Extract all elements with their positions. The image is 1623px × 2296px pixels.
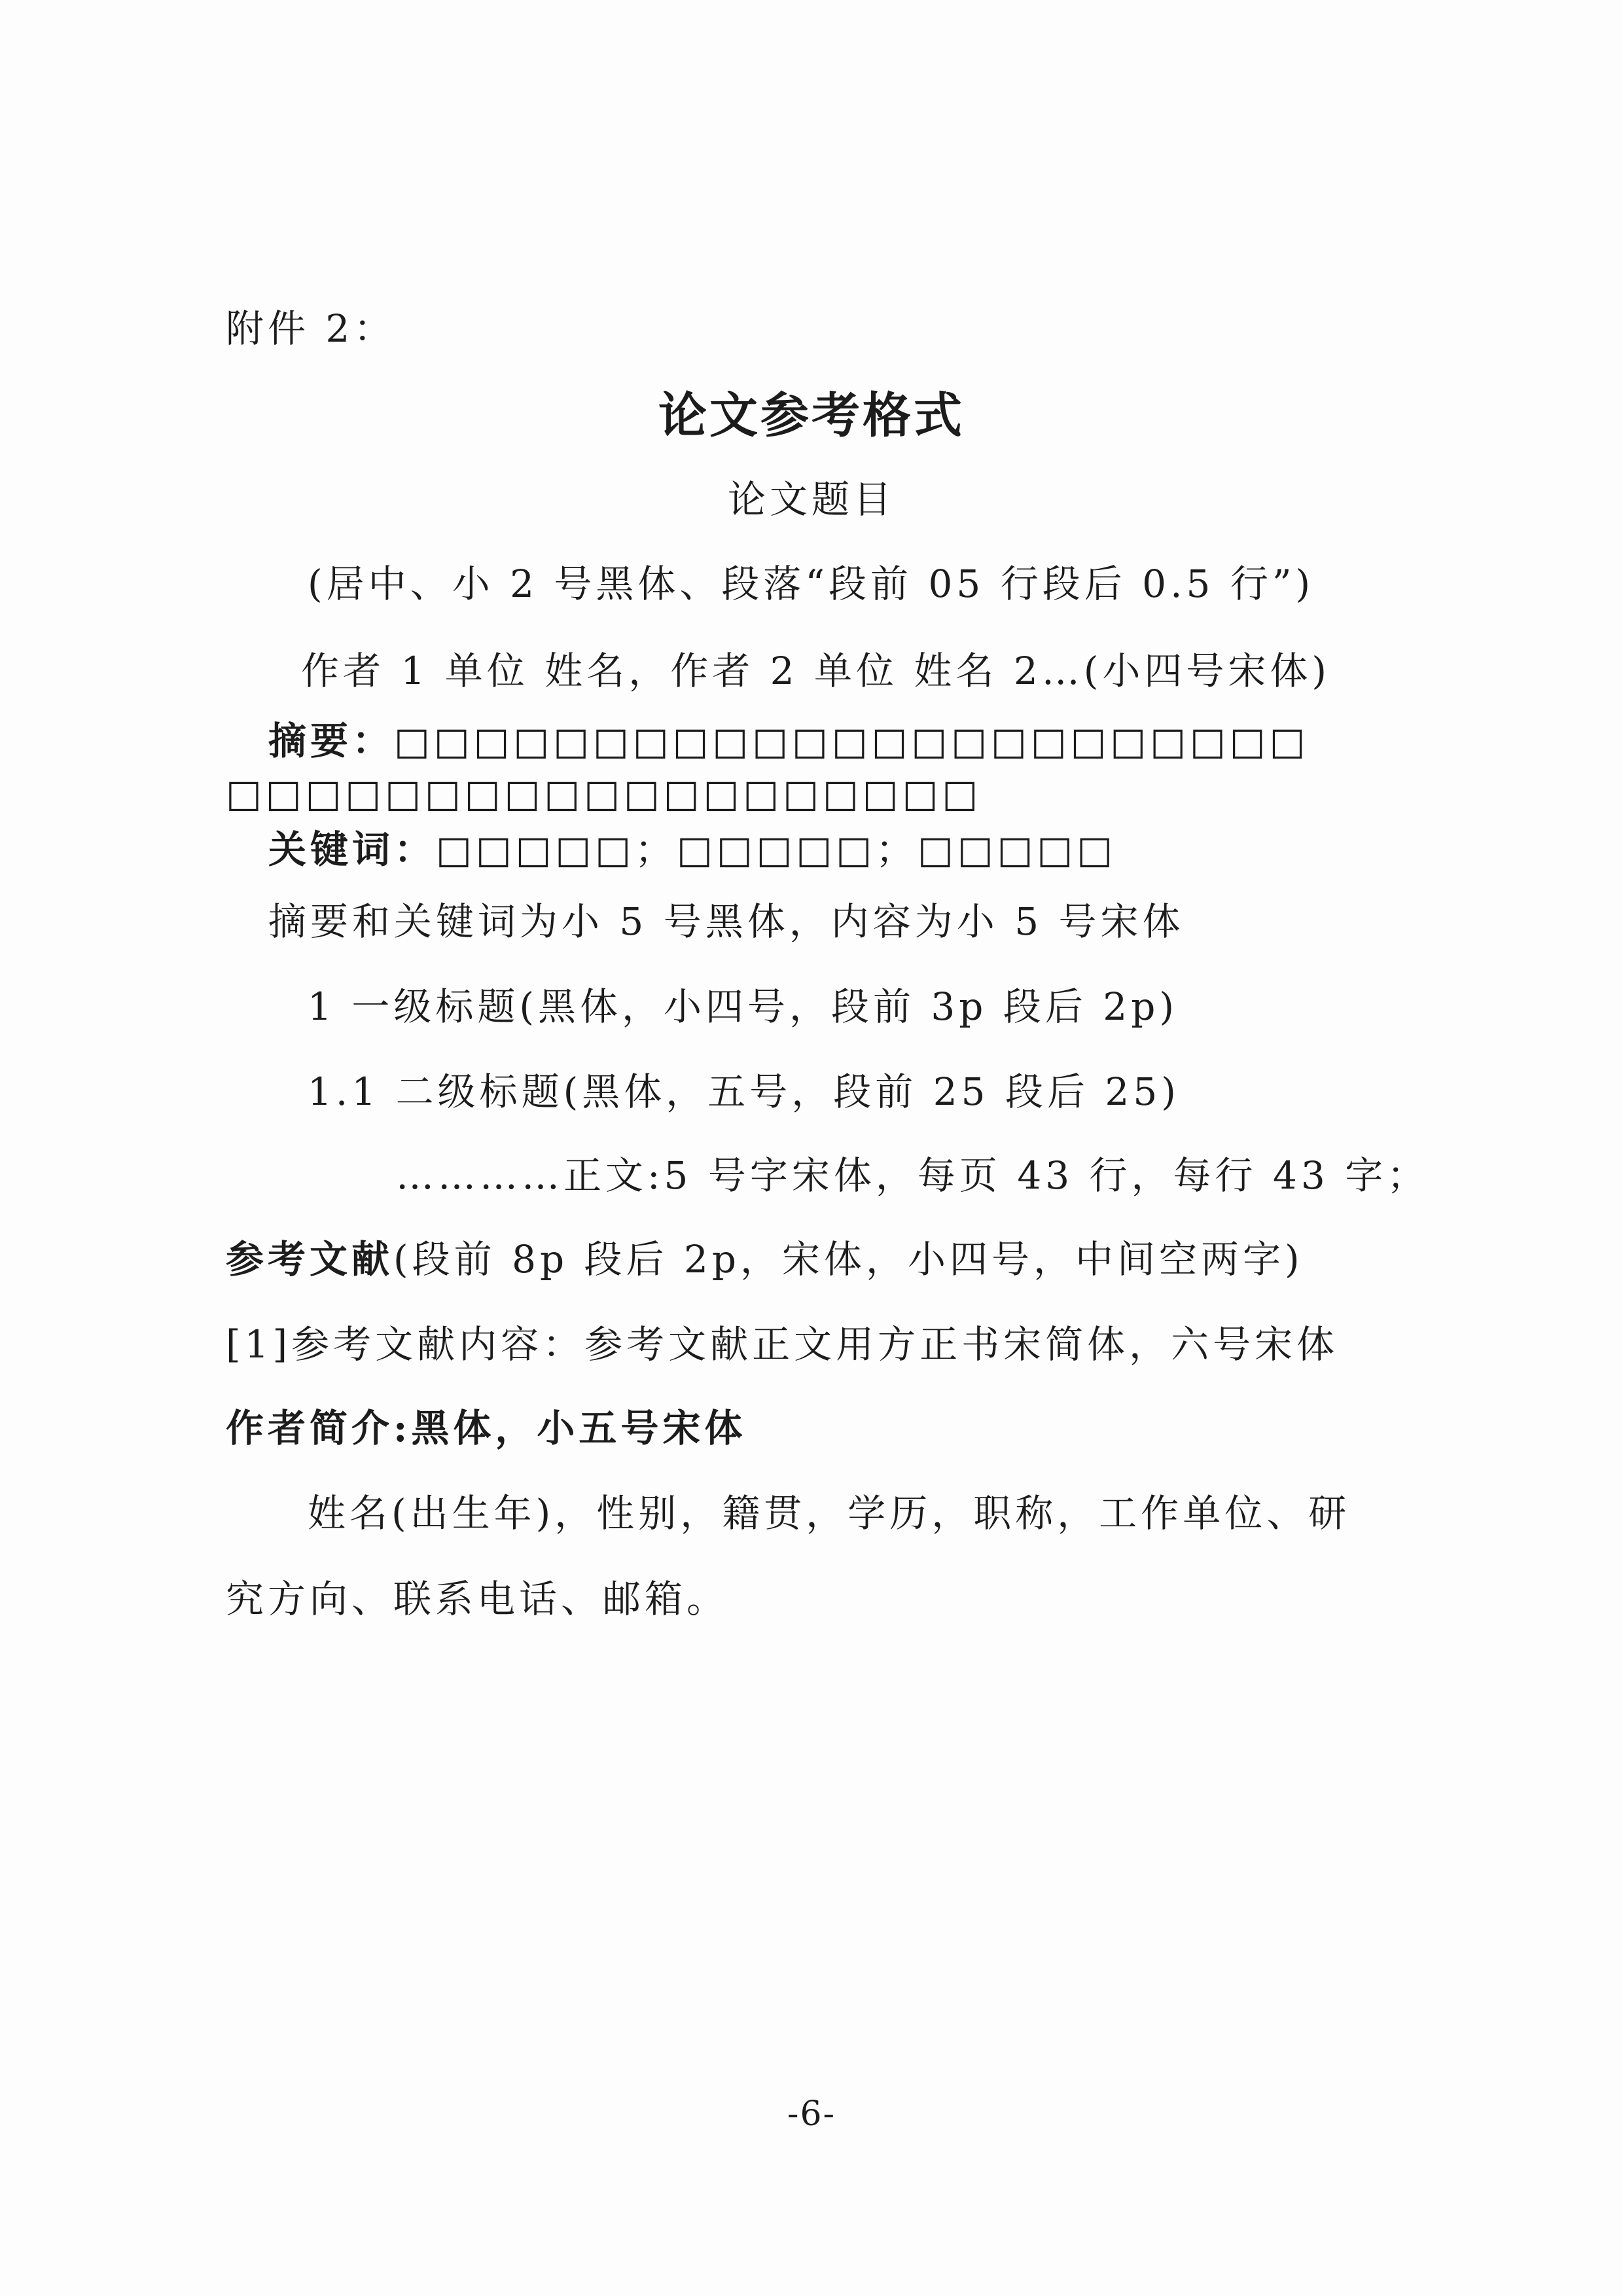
references-label: 参考文献	[226, 1237, 394, 1282]
author-bio-format-note: 黑体，小五号宋体	[411, 1406, 747, 1450]
abstract-label: 摘要：	[268, 719, 395, 763]
keywords-placeholder-boxes: □□□□□；□□□□□；□□□□□	[436, 827, 1117, 872]
body-text-note: …………正文:5 号字宋体，每页 43 行，每行 43 字；	[396, 1153, 1429, 1198]
keywords-line	[268, 823, 1116, 876]
heading-level-1: 1 一级标题(黑体，小四号，段前 3p 段后 2p)	[308, 984, 1178, 1029]
author-bio-line-1: 姓名(出生年)，性别，籍贯，学历，职称，工作单位、研	[308, 1491, 1351, 1535]
author-line: 作者 1 单位 姓名，作者 2 单位 姓名 2…(小四号宋体)	[301, 649, 1331, 693]
paper-title: 论文题目	[727, 477, 895, 522]
references-format-note: (段前 8p 段后 2p，宋体，小四号，中间空两字)	[393, 1237, 1304, 1282]
document-title: 论文参考格式	[658, 387, 965, 444]
title-format-note: (居中、小 2 号黑体、段落“段前 05 行段后 0.5 行”)	[308, 562, 1315, 606]
abstract-placeholder-boxes: □□□□□□□□□□□□□□□□□□□□□□□	[394, 719, 1310, 763]
abstract-line-1	[268, 715, 1309, 767]
reference-item: [1]参考文献内容：参考文献正文用方正书宋简体，六号宋体	[226, 1322, 1339, 1367]
author-bio-label: 作者简介:	[226, 1406, 412, 1450]
keywords-label: 关键词：	[268, 827, 437, 872]
author-bio-heading	[226, 1402, 746, 1454]
page-number: -6-	[787, 2094, 836, 2134]
heading-level-2: 1.1 二级标题(黑体，五号，段前 25 段后 25)	[308, 1069, 1180, 1114]
abstract-line-2: □□□□□□□□□□□□□□□□□□□	[226, 771, 982, 816]
attachment-label: 附件 2：	[226, 306, 396, 351]
references-heading	[226, 1233, 1304, 1285]
abstract-format-note: 摘要和关键词为小 5 号黑体，内容为小 5 号宋体	[268, 899, 1185, 944]
author-bio-line-2: 究方向、联系电话、邮箱。	[226, 1577, 729, 1621]
